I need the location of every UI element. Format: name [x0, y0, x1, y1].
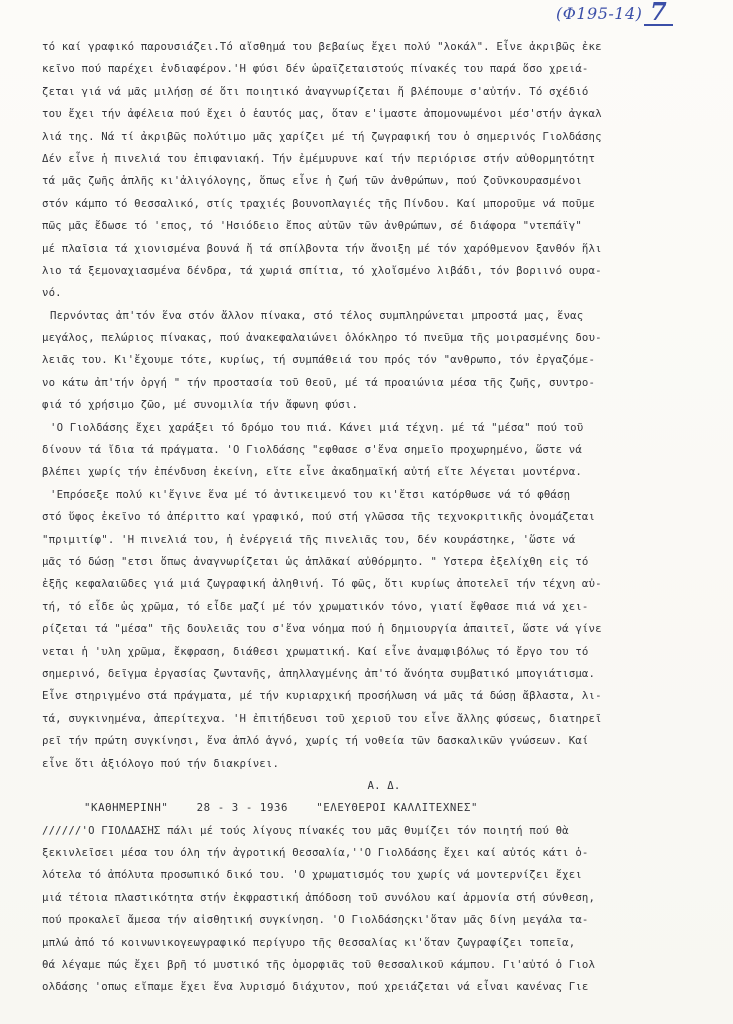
text-line: μπλώ ἀπό τό κοινωνικογεωγραφικό περίγυρο τῆς Θεσσαλίας κι'ὅταν ζωγραφίζει τοπεῖα,: [42, 935, 576, 949]
text-line: 'Ο Γιολδάσης ἔχει χαράξει τό δρόμο του πιά. Κάνει μιά τέχνη. μέ τά "μέσα" πού τοῦ: [50, 420, 584, 434]
text-line: Δέν εἶνε ἡ πινελιά του ἐπιφανιακή. Τήν ἐμέμυρυνε καί τήν περιόρισε στήν αὐθορμητότητ: [42, 151, 596, 165]
publication-date: 28 - 3 - 1936: [196, 801, 289, 815]
text-line: τά μᾶς ζωῆς ἁπλῆς κι'ἀλιγόλογης, ὅπως εἶνε ἡ ζωή τῶν ἀνθρώπων, πού ζοῦνκουρασμένοι: [42, 174, 582, 188]
signature: Α. Δ.: [367, 778, 401, 792]
text-line: μιά τέτοια πλαστικότητα στήν ἐκφραστική ἀπόδοση τοῦ συνόλου καί ἁρμονία στή σύνθεση,: [42, 890, 596, 904]
text-line: νό.: [42, 286, 62, 300]
text-line: πῶς μᾶς ἔδωσε τό 'επος, τό 'Ησιόδειο ἔπος αὐτῶν τῶν ἀνθρώπων, σέ διάφορα "ντεπάϊγ": [42, 219, 582, 233]
text-line: ξεκινλεῖσει μέσα του όλη τήν ἀγροτική Θεσσαλία,''Ο Γιολδάσης ἔχει καί αὐτός κάτι ὁ-: [42, 846, 589, 860]
text-line: λιο τά ξεμοναχιασμένα δένδρα, τά χωριά σπίτια, τό χλοἴσμένο λιβάδι, τόν βοριινό ουρα-: [42, 263, 602, 277]
text-line: ρεῖ τήν πρώτη συγκίνησι, ἕνα ἁπλό ἁγνό, χωρίς τή νοθεία τῶν δασκαλικῶν γνώσεων. Καί: [42, 734, 589, 748]
handwritten-page-number: 7: [644, 0, 673, 26]
text-line: στόν κάμπο τό θεσσαλικό, στίς τραχιές βουνοπλαγιές τῆς Πίνδου. Καί μποροῦμε νά ποῦμε: [42, 196, 596, 210]
text-line: "πριμιτίφ". 'Η πινελιά του, ἡ ἐνέργειά τῆς πινελιᾶς του, δέν κουράστηκε, 'ὥστε νά: [42, 532, 576, 546]
text-line: //////'Ο ΓΙΟΛΔΑΣΗΣ πάλι μέ τούς λίγους πίνακές του μᾶς θυμίζει τόν ποιητή πού θὰ: [42, 823, 569, 837]
text-line: κεῖνο πού παρέχει ἐνδιαφέρον.'Η φύσι δέν ὡραϊζεταιστούς πίνακές του παρά ὅσο χρειά-: [42, 62, 589, 76]
handwritten-reference: (Φ195-14): [556, 4, 643, 23]
text-line: νο κάτω ἀπ'τήν ὀργή " τήν προστασία τοῦ Θεοῦ, μέ τά προαιώνια μέσα τῆς ζωῆς, συντρο-: [42, 375, 596, 389]
text-line: Περνόντας ἀπ'τόν ἕνα στόν ἄλλον πίνακα, στό τέλος συμπληρώνεται μπροστά μας, ἕνας: [50, 308, 584, 322]
text-line: του ἔχει τήν ἀφέλεια πού ἔχει ὁ ἑαυτός μας, ὅταν ε'ἱμαστε ἀπομονωμένοι μέσ'στήν ἀγκαλ: [42, 107, 602, 121]
text-line: λειᾶς του. Κι'ἔχουμε τότε, κυρίως, τή συμπάθειά του πρός τόν "ανθρωπο, τόν ἐργαζόμε-: [42, 353, 596, 367]
text-line: λότελα τό ἀπόλυτα προσωπικό δικό του. 'Ο χρωματισμός του χωρίς νά μοντερνίζει ἔχει: [42, 868, 582, 882]
newspaper-name: "ΚΑΘΗΜΕΡΙΝΗ": [84, 801, 169, 815]
column-title: "ΕΛΕΥΘΕΡΟΙ ΚΑΛΛΙΤΕΧΝΕΣ": [316, 801, 479, 815]
source-line: [42, 797, 726, 819]
text-line: νεται ἡ 'υλη χρῶμα, ἔκφραση, διάθεσι χρωματική. Καί εἶνε ἀναμφιβόλως τό ἔργο του τό: [42, 644, 589, 658]
text-line: λιά της. Νά τί ἀκριβῶς πολύτιμο μᾶς χαρίζει μέ τή ζωγραφική του ὁ σημερινός Γιολδάσης: [42, 129, 602, 143]
text-line: τή, τό εἶδε ὡς χρῶμα, τό εἶδε μαζί μέ τόν χρωματικόν τόνο, γιατί ἔφθασε πιά νά χει-: [42, 599, 589, 613]
text-line: φιά τό χρήσιμο ζῶο, μέ συνομιλία τήν ἄφωνη φύσι.: [42, 398, 359, 412]
text-line: θά λέγαμε πώς ἔχει βρῆ τό μυστικό τῆς ὀμορφιᾶς τοῦ θεσσαλικοῦ κάμπου. Γι'αὐτό ὁ Γιολ: [42, 958, 596, 972]
text-line: μεγάλος, πελώριος πίνακας, πού ἀνακεφαλαιώνει ὁλόκληρο τό πνεῦμα τῆς μοιρασμένης δου-: [42, 331, 602, 345]
text-line: στό ὕφος ἐκεῖνο τό ἀπέριττο καί γραφικό, πού στή γλῶσσα τῆς τεχνοκριτικῆς ὀνομάζεται: [42, 510, 596, 524]
typewritten-body: [42, 36, 726, 999]
text-line: δίνουν τά ἴδια τά πράγματα. 'Ο Γιολδάσης "εφθασε σ'ἕνα σημεῖο προχωρημένο, ὥστε νά: [42, 443, 582, 457]
text-line: ζεται γιά νά μᾶς μιλήσῃ σέ ὅτι ποιητικό ἀναγνωρίζεται ἤ βλέπουμε σ'αὐτήν. Τό σχέδιό: [42, 84, 589, 98]
text-line: μᾶς τό δώσῃ "ετσι ὅπως ἀναγνωρίζεται ὡς ἁπλᾶκαί αὐθόρμητο. " Υστερα ἐξελίχθη εἰς τό: [42, 554, 589, 568]
text-line: ρίζεται τά "μέσα" τῆς δουλειᾶς του σ'ἕνα νόημα πού ἡ δημιουργία ἀπαιτεῖ, ὥστε νά γίνε: [42, 622, 602, 636]
text-line: ολδάσης 'οπως εἴπαμε ἔχει ἕνα λυρισμό διάχυτον, πού χρειάζεται νά εἶναι κανένας Γιε: [42, 980, 589, 994]
text-line: εἶνε ὅτι ἀξιόλογο πού τήν διακρίνει.: [42, 756, 280, 770]
text-line: τό καί γραφικό παρουσιάζει.Τό αἴσθημά του βεβαίως ἔχει πολύ "λοκάλ". Εἶνε ἀκριβῶς ἐκε: [42, 40, 602, 53]
text-line: σημερινό, δεῖγμα ἐργασίας ζωντανῆς, ἀπηλλαγμένης ἀπ'τό ἄνόητα συμβατικό μπογιάτισμα.: [42, 666, 596, 680]
text-line: 'Επρόσεξε πολύ κι'ἔγινε ἕνα μέ τό ἀντικειμενό του κι'ἔτσι κατόρθωσε νά τό φθάσῃ: [50, 487, 571, 501]
text-line: βλέπει χωρίς τήν ἐπένδυση ἐκείνη, εἴτε εἶνε ἀκαδημαϊκή αὐτή εἴτε λέγεται μοντέρνα.: [42, 465, 582, 479]
text-line: Εἶνε στηριγμένο στά πράγματα, μέ τήν κυριαρχική προσήλωση νά μᾶς τά δώσῃ ἄβλαστα, λι-: [42, 689, 602, 703]
text-line: τά, συγκινημένα, ἀπερίτεχνα. 'Η ἐπιτήδευσι τοῦ χεριοῦ του εἶνε ἄλλης φύσεως, διατηρεῖ: [42, 711, 602, 725]
text-line: μέ πλαῖσια τά χιονισμένα βουνά ἤ τά σπίλβοντα τήν ἄνοιξη μέ τόν χαρόθμενον ξανθόν ἥλι: [42, 241, 602, 255]
text-line: ἐξῆς κεφαλαιῶδες γιά μιά ζωγραφική ἀληθινή. Τό φῶς, ὅτι κυρίως ἀποτελεῖ τήν τέχνη αὐ-: [42, 577, 602, 591]
text-line: πού προκαλεῖ ἄμεσα τήν αἰσθητική συγκίνηση. 'Ο Γιολδάσηςκι'ὅταν μᾶς δίνη μεγάλα τα-: [42, 913, 589, 927]
